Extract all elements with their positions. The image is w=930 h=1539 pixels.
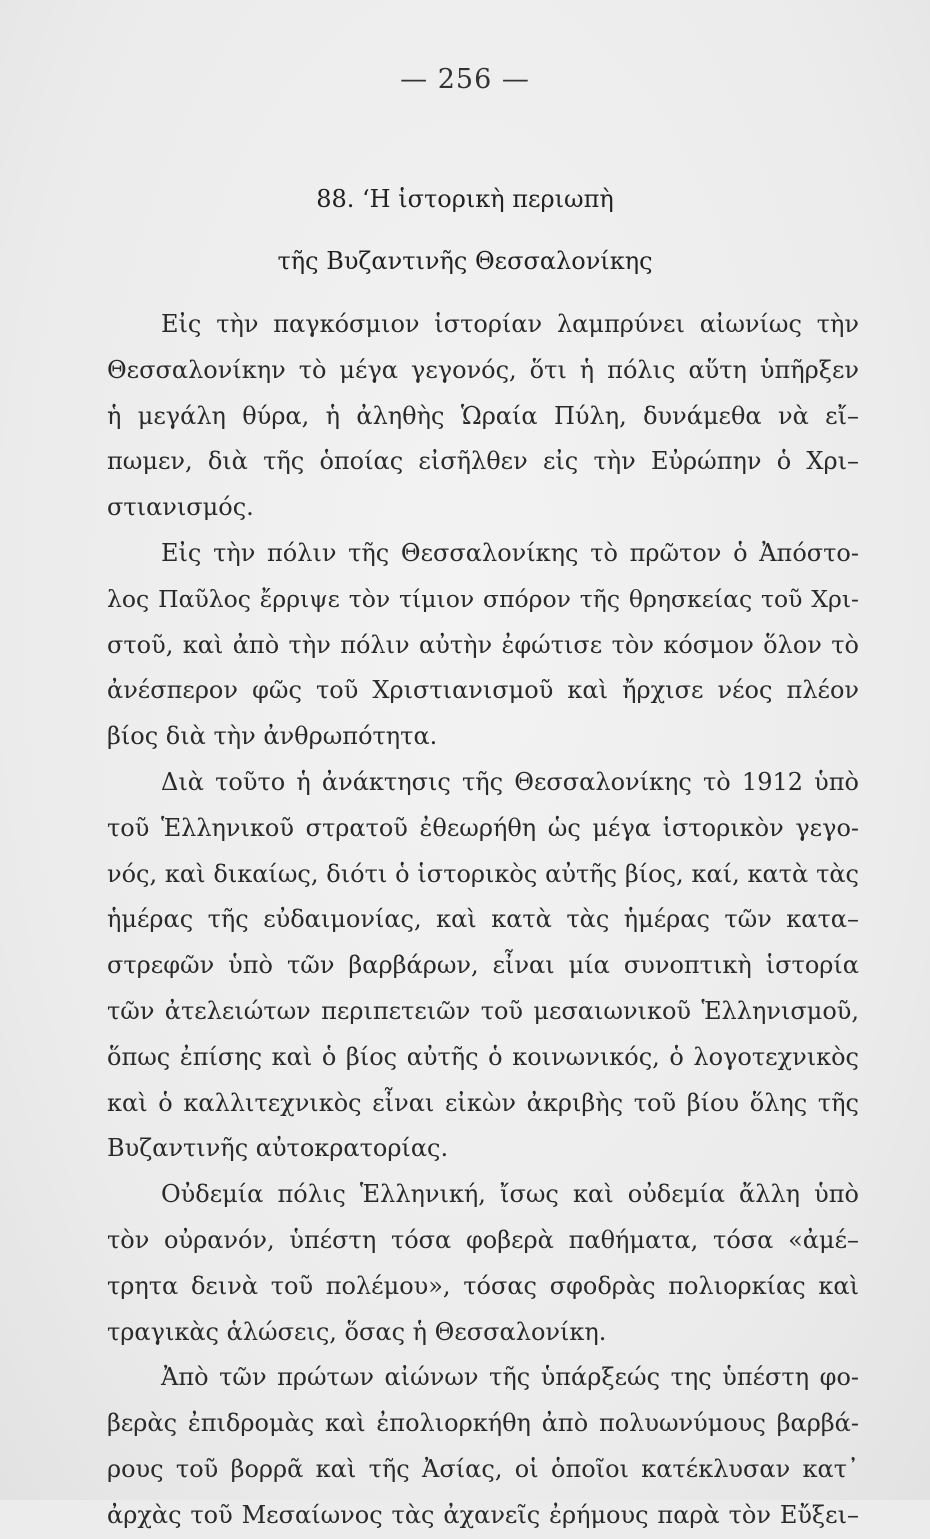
text-line: νός, καὶ δικαίως, διότι ὁ ἱστορικὸς αὐτῆς βίος, καί, κατὰ τὰς <box>107 859 859 888</box>
text-line: πωμεν, διὰ τῆς ὁποίας εἰσῆλθεν εἰς τὴν Εὐρώπην ὁ Χρι– <box>107 447 859 476</box>
text-line: Εἰς τὴν πόλιν τῆς Θεσσαλονίκης τὸ πρῶτον ὁ Ἀπόστο- <box>161 538 859 567</box>
chapter-title-line-1: 88. ‘Η ἱστορικὴ περιωπὴ <box>316 185 614 213</box>
text-line: Διὰ τοῦτο ἡ ἀνάκτησις τῆς Θεσσαλονίκης τὸ 1912 ὑπὸ <box>161 767 859 796</box>
paragraph <box>107 302 859 531</box>
text-line: ὅπως ἐπίσης καὶ ὁ βίος αὐτῆς ὁ κοινωνικός, ὁ λογοτεχνικὸς <box>107 1042 859 1071</box>
text-line: τοῦ Ἑλληνικοῦ στρατοῦ ἐθεωρήθη ὡς μέγα ἱστορικὸν γεγο- <box>107 813 859 842</box>
text-line: στρεφῶν ὑπὸ τῶν βαρβάρων, εἶναι μία συνοπτικὴ ἱστορία <box>107 951 859 980</box>
text-line: στιανισμός. <box>107 493 254 522</box>
text-line: Εἰς τὴν παγκόσμιον ἱστορίαν λαμπρύνει αἰωνίως τὴν <box>161 310 859 338</box>
paragraph <box>107 1355 859 1538</box>
text-line: ἡ μεγάλη θύρα, ἡ ἀληθὴς Ὡραία Πύλη, δυνάμεθα νὰ εἴ– <box>107 401 859 430</box>
text-line: Βυζαντινῆς αὐτοκρατορίας. <box>107 1134 449 1163</box>
text-line: Ἀπὸ τῶν πρώτων αἰώνων τῆς ὑπάρξεώς της ὑπέστη φο- <box>161 1363 859 1392</box>
text-line: βίος διὰ τὴν ἀνθρωπότητα. <box>107 722 438 751</box>
text-line: λος Παῦλος ἔρριψε τὸν τίμιον σπόρον τῆς θρησκείας τοῦ Χρι- <box>107 584 859 613</box>
text-line: τὸν οὐρανόν, ὑπέστη τόσα φοβερὰ παθήματα, τόσα «ἀμέ– <box>107 1225 859 1254</box>
text-line: τῶν ἀτελειώτων περιπετειῶν τοῦ μεσαιωνικοῦ Ἑλληνισμοῦ, <box>107 996 859 1025</box>
text-line: ἀνέσπερον φῶς τοῦ Χριστιανισμοῦ καὶ ἤρχισε νέος πλέον <box>107 676 859 705</box>
chapter-title-line-2: τῆς Βυζαντινῆς Θεσσαλονίκης <box>277 247 653 275</box>
text-line: Θεσσαλονίκην τὸ μέγα γεγονός, ὅτι ἡ πόλις αὕτη ὑπῆρξεν <box>107 355 859 384</box>
chapter-title <box>0 168 930 292</box>
text-line: ἀρχὰς τοῦ Μεσαίωνος τὰς ἀχανεῖς ἐρήμους παρὰ τὸν Εὔξει– <box>107 1500 859 1529</box>
page-number: — 256 — <box>400 64 530 95</box>
text-line: ἡμέρας τῆς εὐδαιμονίας, καὶ κατὰ τὰς ἡμέρας τῶν κατα– <box>107 905 859 934</box>
text-line: στοῦ, καὶ ἀπὸ τὴν πόλιν αὐτὴν ἐφώτισε τὸν κόσμον ὅλον τὸ <box>107 630 859 659</box>
text-line: τρητα δεινὰ τοῦ πολέμου», τόσας σφοδρὰς πολιορκίας καὶ <box>107 1271 859 1300</box>
text-line: Οὐδεμία πόλις Ἑλληνική, ἴσως καὶ οὐδεμία ἄλλη ὑπὸ <box>161 1180 859 1209</box>
text-line: βερὰς ἐπιδρομὰς καὶ ἐπολιορκήθη ἀπὸ πολυωνύμους βαρβά- <box>107 1409 859 1438</box>
body-text <box>107 302 859 1539</box>
text-line: ρους τοῦ βορρᾶ καὶ τῆς Ἀσίας, οἱ ὁποῖοι κατέκλυσαν κατ᾽ <box>107 1454 859 1483</box>
text-line: καὶ ὁ καλλιτεχνικὸς εἶναι εἰκὼν ἀκριβὴς τοῦ βίου ὅλης τῆς <box>107 1088 859 1117</box>
paragraph <box>107 760 859 1172</box>
paragraph <box>107 531 859 760</box>
text-line: τραγικὰς ἁλώσεις, ὅσας ἡ Θεσσαλονίκη. <box>107 1317 607 1346</box>
paragraph <box>107 1172 859 1355</box>
